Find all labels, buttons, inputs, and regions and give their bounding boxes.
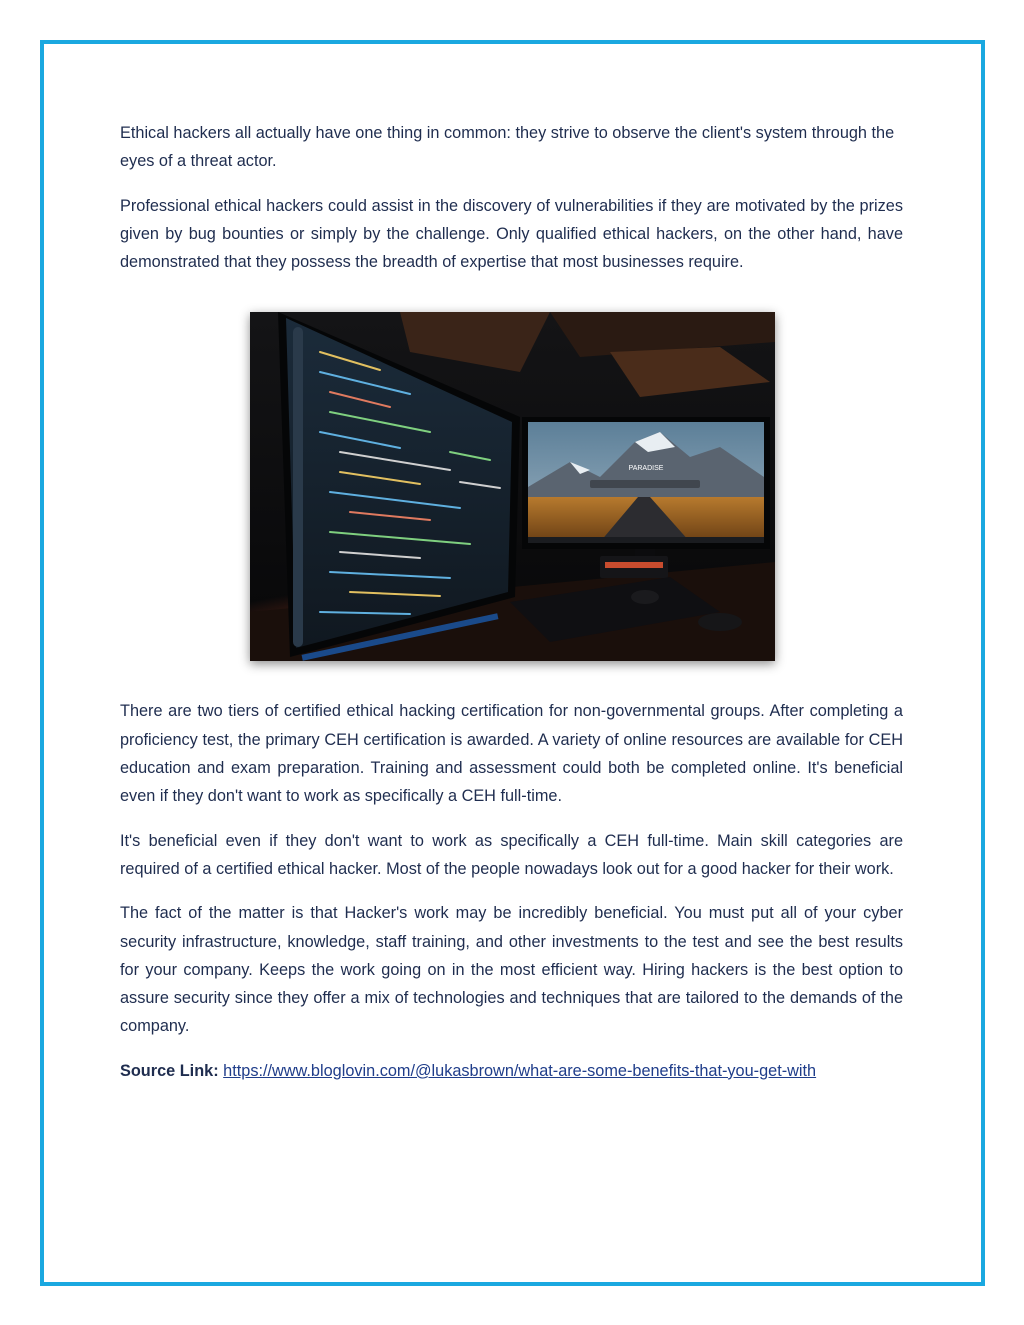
paragraph-1: Ethical hackers all actually have one thing in common: they strive to observe the client's system through the eyes of a threat actor. (120, 124, 895, 171)
paragraph-4: It's beneficial even if they don't want to work as specifically a CEH full-time. Main skill categories are required of a certified ethical hacker. Most of the people nowadays look out for a good hacker for their work. (120, 831, 903, 878)
paragraph-5: The fact of the matter is that Hacker's work may be incredibly beneficial. You must put all of your cyber security infrastructure, knowledge, staff training, and other investments to the test and see the best results for your company. Keeps the work going on in the most efficient way. Hiring hackers is the best option to assure security since they offer a mix of technologies and techniques that are tailored to the demands of the company. (120, 904, 903, 1036)
document-body (120, 119, 903, 1101)
workstation-photo (250, 312, 775, 661)
workstation-illustration (250, 312, 775, 661)
source-link[interactable]: https://www.bloglovin.com/@lukasbrown/what-are-some-benefits-that-you-get-with (223, 1061, 817, 1080)
paragraph-2: Professional ethical hackers could assist in the discovery of vulnerabilities if they are motivated by the prizes given by bug bounties or simply by the challenge. Only qualified ethical hackers, on the other hand, have demonstrated that they possess the breadth of expertise that most businesses require. (120, 196, 903, 272)
screen-title: PARADISE (628, 465, 664, 473)
paragraph-3: There are two tiers of certified ethical hacking certification for non-governmental groups. After completing a proficiency test, the primary CEH certification is awarded. A variety of online resources are available for CEH education and exam preparation. Training and assessment could both be completed online. It's beneficial even if they don't want to work as specifically a CEH full-time. (120, 702, 903, 806)
source-line (120, 1057, 903, 1085)
source-label: Source Link: (120, 1061, 219, 1080)
